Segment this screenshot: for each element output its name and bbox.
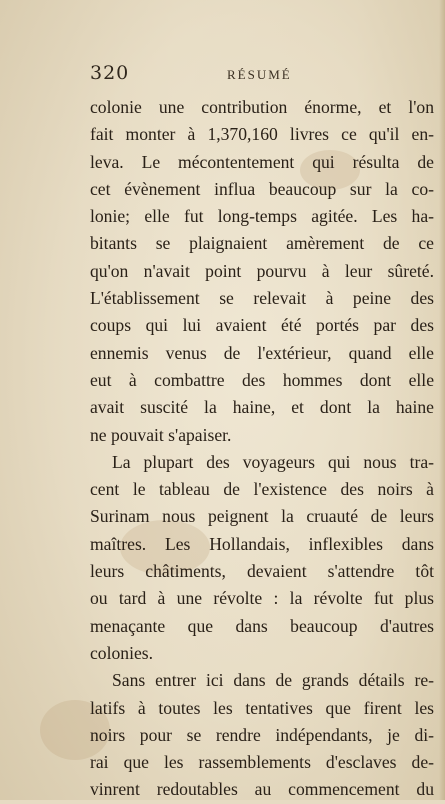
- text-line: colonie une contribution énorme, et l'on: [90, 97, 434, 117]
- text-line: leurs châtiments, devaient s'attendre tôt: [90, 561, 434, 582]
- text-line: menaçante que dans beaucoup d'autres: [90, 615, 434, 636]
- text-line: noirs pour se rendre indépendants, je di-: [90, 724, 434, 745]
- text-line: L'établissement se relevait à peine des: [90, 288, 434, 309]
- text-line: avait suscité la haine, et dont la haine: [90, 397, 434, 418]
- page-header: [90, 62, 430, 92]
- text-line: colonies.: [90, 642, 154, 663]
- text-line: qu'on n'avait point pourvu à leur sûreté.: [90, 260, 434, 281]
- text-line: cent le tableau de l'existence des noirs à: [90, 479, 434, 500]
- text-line: cet évènement influa beaucoup sur la co-: [90, 178, 434, 199]
- text-line: La plupart des voyageurs qui nous tra-: [112, 451, 434, 472]
- running-head: RÉSUMÉ: [227, 67, 292, 82]
- body-text: [90, 94, 434, 804]
- text-line: ennemis venus de l'extérieur, quand elle: [90, 342, 434, 363]
- text-line: bitants se plaignaient amèrement de ce: [90, 233, 434, 254]
- text-line: lonie; elle fut long-temps agitée. Les ha-: [90, 206, 434, 227]
- text-line: eut à combattre des hommes dont elle: [90, 369, 434, 390]
- text-line: Surinam nous peignent la cruauté de leurs: [90, 506, 434, 527]
- text-line: maîtres. Les Hollandais, inflexibles dans: [90, 533, 434, 554]
- text-line: latifs à toutes les tentatives que firent les: [90, 697, 434, 718]
- text-line: leva. Le mécontentement qui résulta de: [90, 151, 434, 172]
- text-line: vinrent redoutables au commencement du: [90, 779, 434, 800]
- text-line: ne pouvait s'apaiser.: [90, 424, 232, 445]
- text-line: ou tard à une révolte : la révolte fut plus: [90, 588, 434, 609]
- text-line: Sans entrer ici dans de grands détails re-: [112, 670, 434, 691]
- text-line: fait monter à 1,370,160 livres ce qu'il en-: [90, 124, 434, 145]
- text-line: coups qui lui avaient été portés par des: [90, 315, 434, 336]
- page-number: 320: [90, 62, 130, 84]
- page-edge: [439, 0, 445, 800]
- text-line: rai que les rassemblements d'esclaves de-: [90, 752, 434, 773]
